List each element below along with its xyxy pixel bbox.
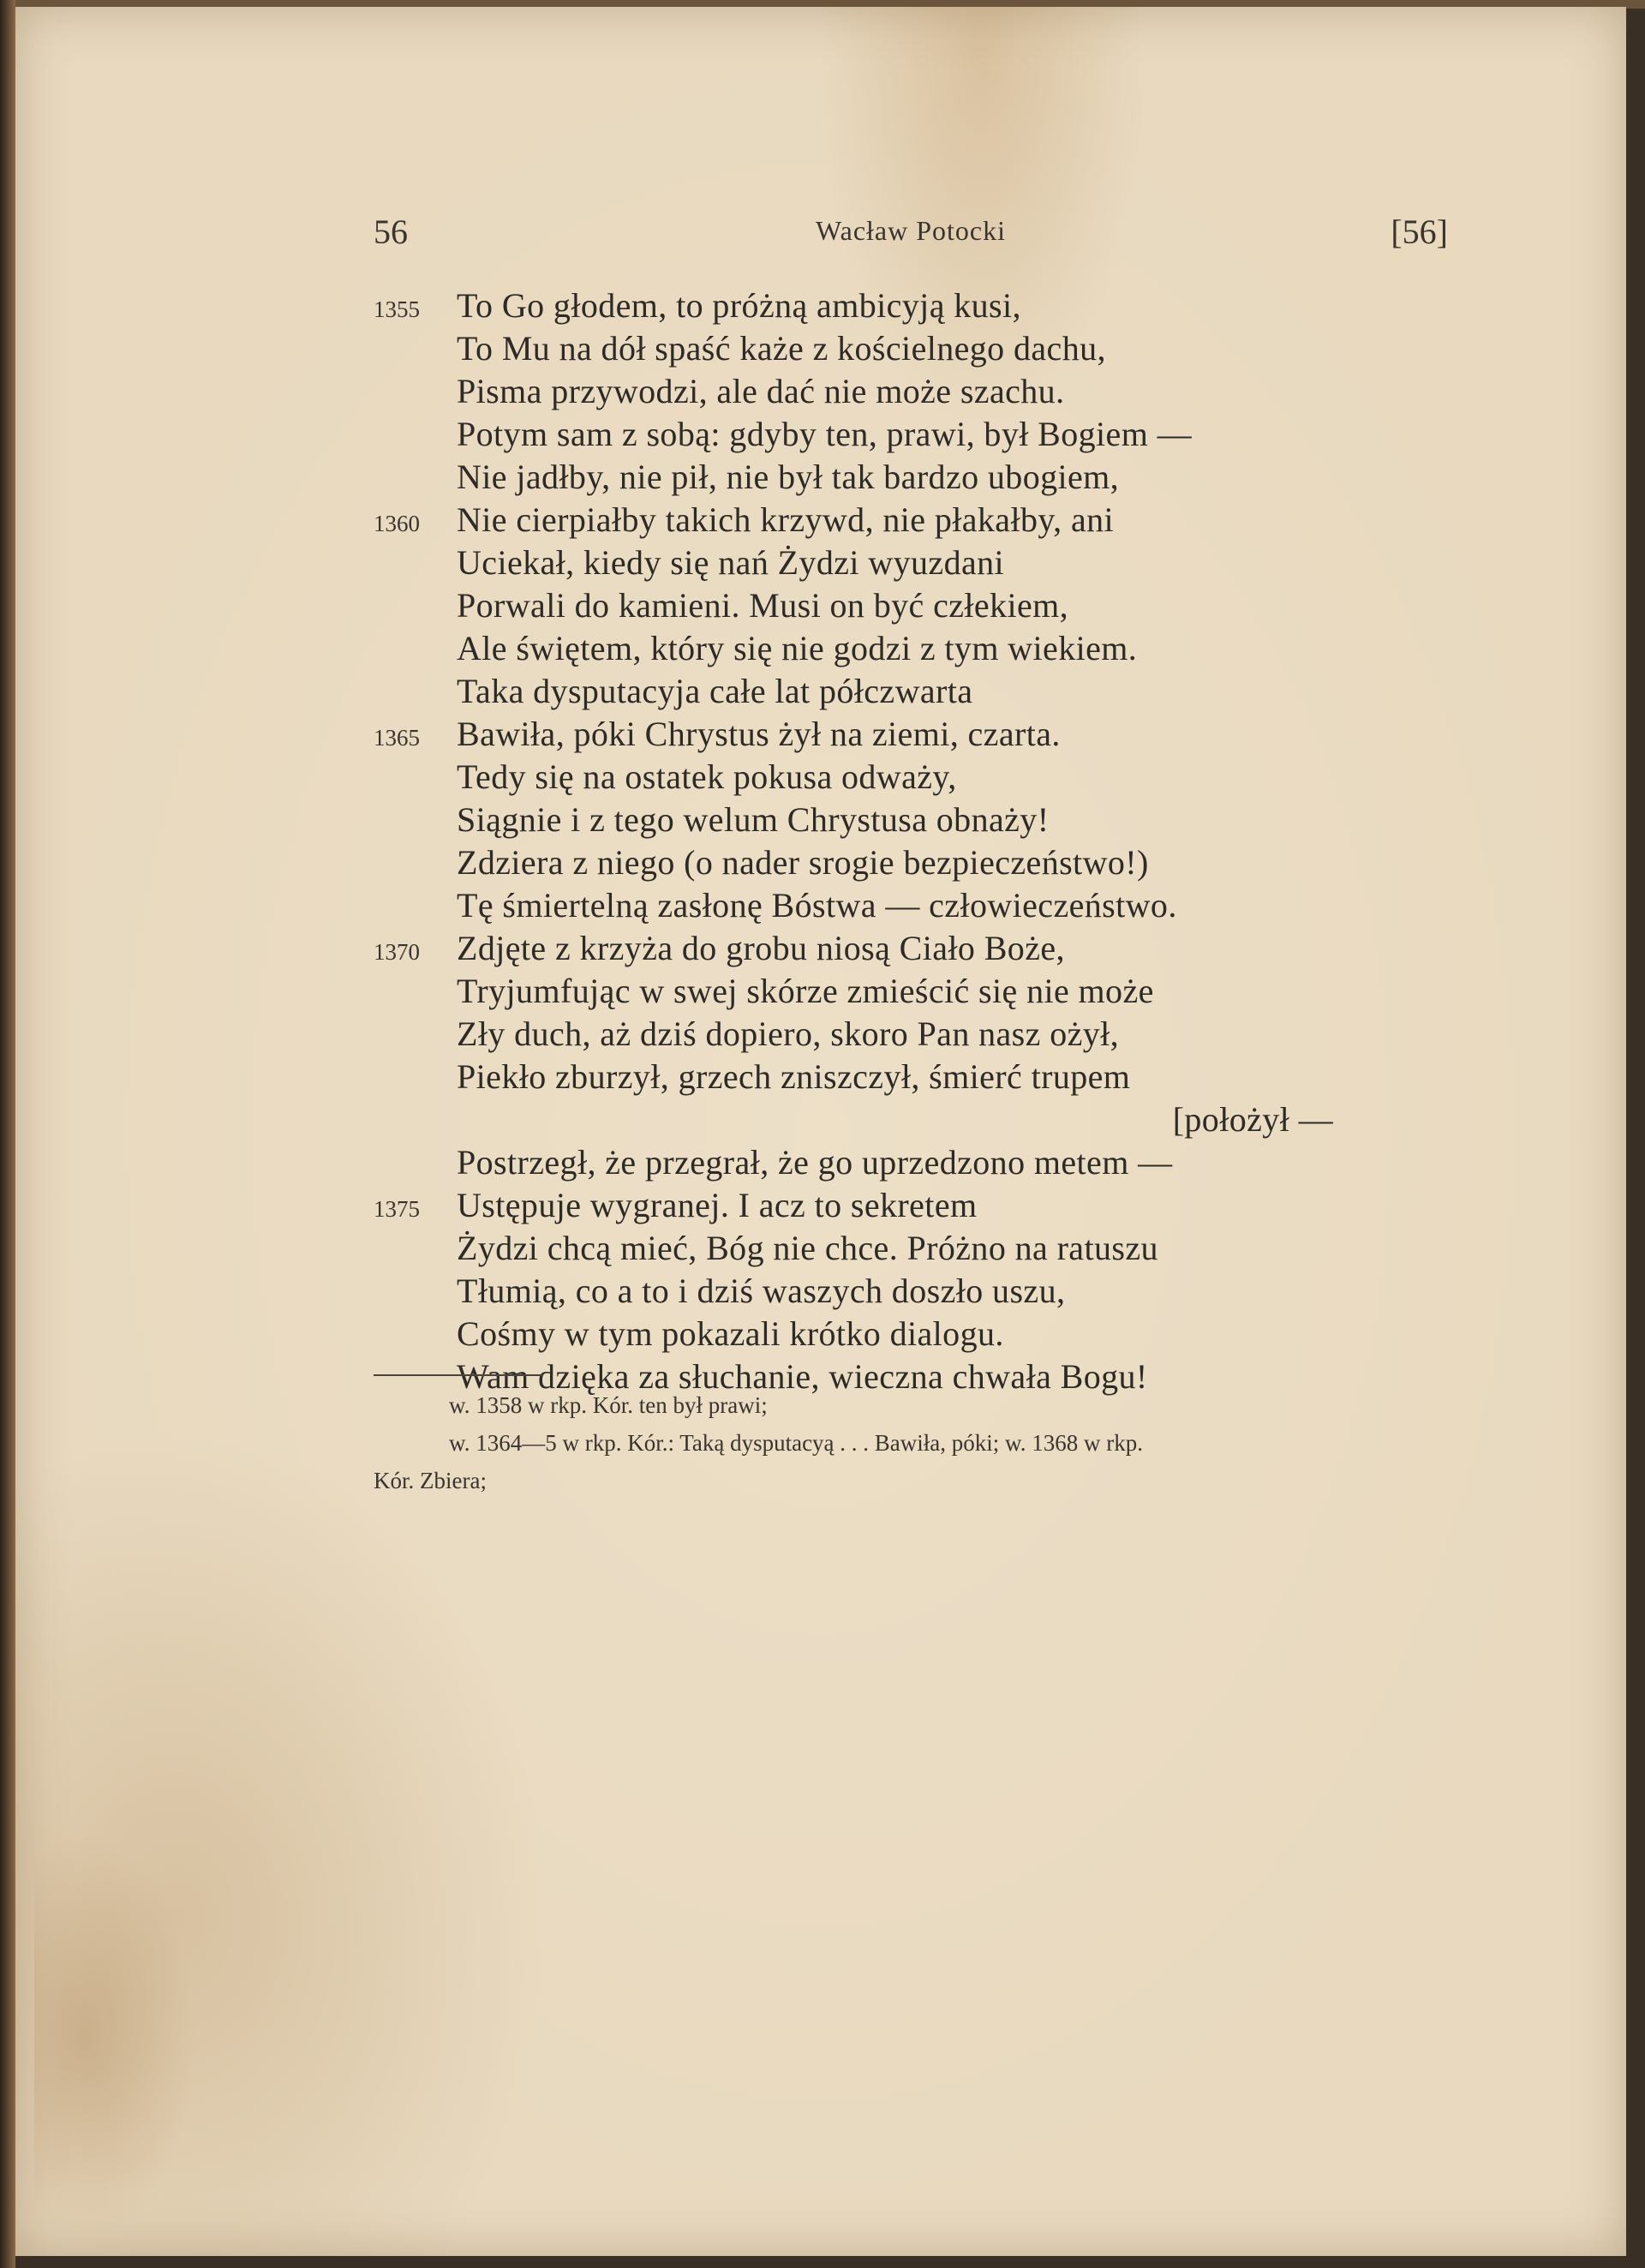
verse-text: Zły duch, aż dziś dopiero, skoro Pan nasz ożył,: [457, 1014, 1120, 1053]
poem-text: [374, 284, 1448, 1398]
verse-line: [374, 884, 1448, 927]
verse-line: [374, 1184, 1448, 1227]
verse-text: [położył —: [1172, 1100, 1333, 1139]
verse-line: [374, 542, 1448, 584]
line-number: 1365: [374, 725, 420, 751]
verse-line-continuation: [374, 1098, 1448, 1141]
verse-line: [374, 1056, 1448, 1098]
verse-line: [374, 927, 1448, 970]
verse-text: Uciekał, kiedy się nań Żydzi wyuzdani: [457, 543, 1005, 582]
verse-text: Piekło zburzył, grzech zniszczył, śmierć trupem: [457, 1057, 1131, 1096]
verse-line: [374, 1013, 1448, 1056]
line-number: 1370: [374, 939, 420, 965]
verse-line: [374, 370, 1448, 413]
page-left-edge: [0, 0, 15, 2268]
footnote: w. 1364—5 w rkp. Kór.: Taką dysputacyą . . . Bawiła, póki; w. 1368 w rkp.: [449, 1430, 1143, 1456]
verse-text: Żydzi chcą mieć, Bóg nie chce. Próżno na ratuszu: [457, 1229, 1158, 1267]
verse-text: Bawiła, póki Chrystus żył na ziemi, czarta.: [457, 715, 1061, 753]
footnote: Kór. Zbiera;: [374, 1468, 487, 1493]
line-number: 1360: [374, 511, 420, 536]
verse-line: [374, 1141, 1448, 1184]
verse-line: [374, 756, 1448, 799]
verse-text: Wam dzięka za słuchanie, wieczna chwała Bogu!: [457, 1357, 1148, 1396]
verse-text: Cośmy w tym pokazali krótko dialogu.: [457, 1314, 1004, 1353]
running-header: [374, 212, 1448, 254]
verse-line: [374, 713, 1448, 756]
verse-line: [374, 499, 1448, 542]
verse-text: Siągnie i z tego welum Chrystusa obnaży!: [457, 800, 1050, 839]
verse-text: Zdjęte z krzyża do grobu niosą Ciało Boże,: [457, 929, 1065, 967]
verse-text: Nie jadłby, nie pił, nie był tak bardzo ubogiem,: [457, 458, 1120, 496]
verse-text: To Mu na dół spaść każe z kościelnego dachu,: [457, 329, 1106, 368]
verse-text: Taka dysputacyja całe lat półczwarta: [457, 672, 973, 710]
footnote-rule: [374, 1374, 543, 1376]
verse-text: Tłumią, co a to i dziś waszych doszło uszu,: [457, 1272, 1066, 1310]
verse-text: Zdziera z niego (o nader srogie bezpieczeństwo!): [457, 843, 1149, 882]
verse-text: Postrzegł, że przegrał, że go uprzedzono metem —: [457, 1143, 1173, 1182]
verse-text: Tę śmiertelną zasłonę Bóstwa — człowieczeństwo.: [457, 886, 1177, 925]
verse-text: To Go głodem, to próżną ambicyją kusi,: [457, 286, 1021, 325]
verse-line: [374, 456, 1448, 499]
verse-text: Porwali do kamieni. Musi on być człekiem,: [457, 586, 1069, 625]
verse-line: [374, 1270, 1448, 1313]
verse-line: [374, 413, 1448, 456]
verse-line: [374, 284, 1448, 327]
line-number: 1355: [374, 296, 420, 322]
verse-text: Potym sam z sobą: gdyby ten, prawi, był Bogiem —: [457, 415, 1193, 453]
verse-line: [374, 841, 1448, 884]
verse-line: [374, 327, 1448, 370]
verse-line: [374, 1313, 1448, 1355]
verse-text: Tryjumfując w swej skórze zmieścić się nie może: [457, 972, 1154, 1010]
verse-line: [374, 970, 1448, 1013]
verse-line: [374, 627, 1448, 670]
footnotes: [374, 1386, 1462, 1499]
verse-text: Tedy się na ostatek pokusa odważy,: [457, 757, 957, 796]
water-stain: [34, 1832, 197, 2243]
line-number: 1375: [374, 1196, 420, 1222]
verse-line: [374, 1227, 1448, 1270]
page-number: 56: [374, 212, 408, 251]
verse-text: Ustępuje wygranej. I acz to sekretem: [457, 1186, 978, 1224]
verse-text: Nie cierpiałby takich krzywd, nie płakałby, ani: [457, 500, 1115, 539]
verse-text: Pisma przywodzi, ale dać nie może szachu.: [457, 372, 1065, 410]
verse-line: [374, 670, 1448, 713]
verse-text: Ale świętem, który się nie godzi z tym wiekiem.: [457, 629, 1138, 667]
running-head-author: Wacław Potocki: [815, 215, 1007, 246]
verse-line: [374, 584, 1448, 627]
verse-line: [374, 799, 1448, 841]
bracketed-page-number: [56]: [1391, 212, 1448, 251]
footnote: w. 1358 w rkp. Kór. ten był prawi;: [449, 1392, 768, 1418]
